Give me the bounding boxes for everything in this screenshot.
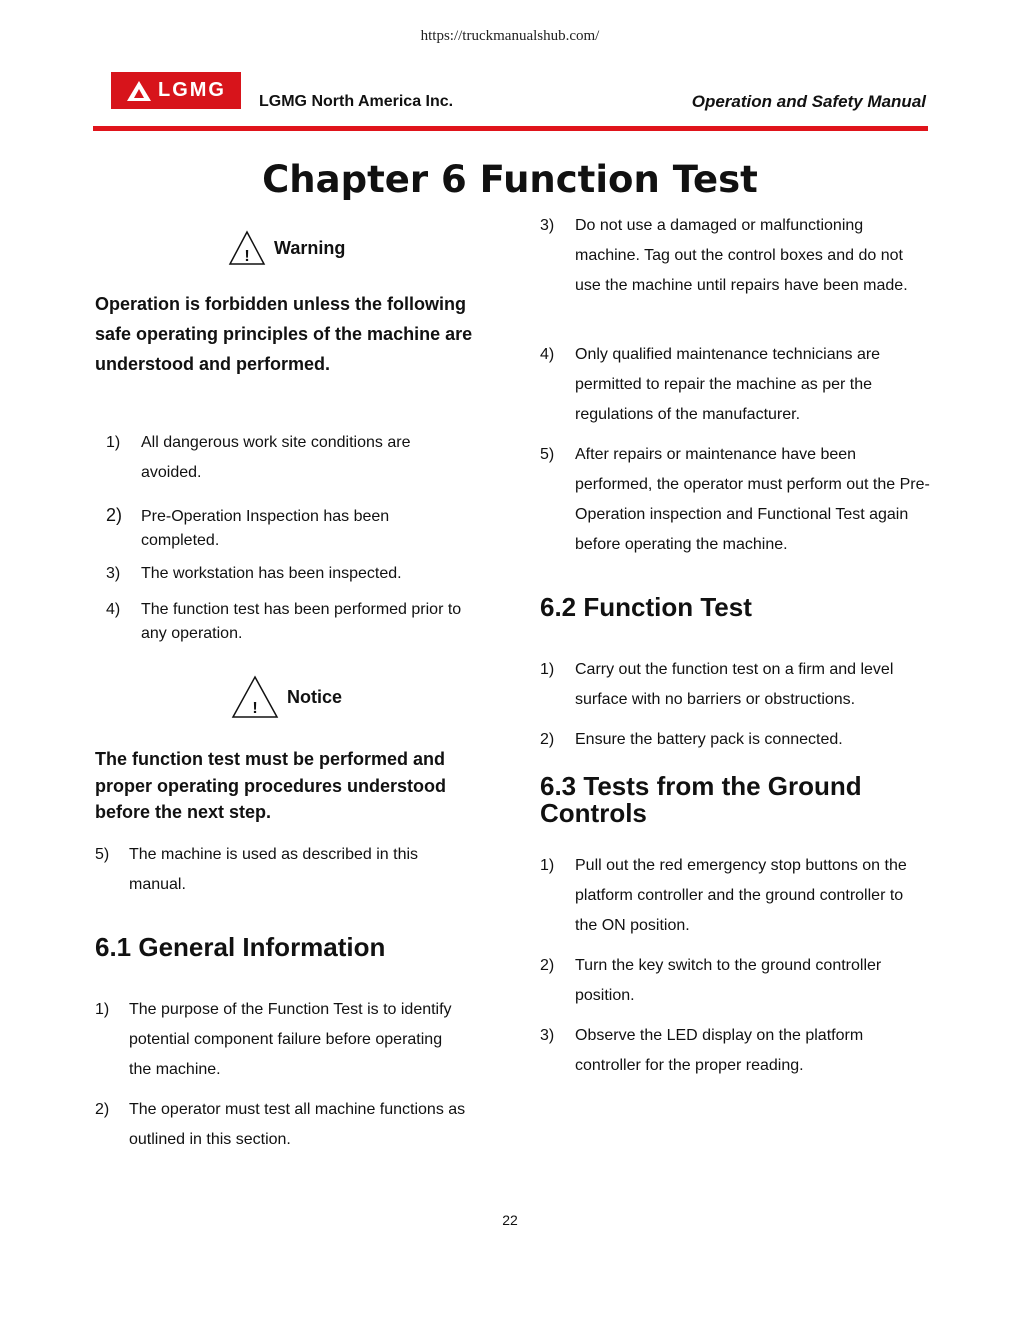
item-text: The purpose of the Function Test is to identify potential component failure before operating the machine. <box>129 1001 452 1078</box>
item-number: 4) <box>106 601 121 618</box>
item-number: 4) <box>540 346 555 363</box>
item-text: The machine is used as described in this manual. <box>129 846 419 893</box>
item-number: 2) <box>540 957 555 974</box>
source-url[interactable]: https://truckmanualshub.com/ <box>420 28 600 44</box>
item-text: Observe the LED display on the platform controller for the proper reading. <box>575 1027 864 1074</box>
item-text: Turn the key switch to the ground controller position. <box>575 957 882 1004</box>
item-number: 3) <box>540 217 555 234</box>
item-number: 3) <box>106 565 121 582</box>
svg-text:!: ! <box>252 700 258 717</box>
warning-label: Warning <box>274 237 346 258</box>
item-text: The workstation has been inspected. <box>141 565 402 582</box>
item-number: 2) <box>106 505 123 525</box>
section-heading-6-2: 6.2 Function Test <box>540 592 752 622</box>
item-text: Only qualified maintenance technicians are permitted to repair the machine as per the regulations of the manufacturer. <box>575 346 881 423</box>
notice-label: Notice <box>287 686 343 707</box>
item-number: 1) <box>95 1001 110 1018</box>
item-text: All dangerous work site conditions are avoided. <box>141 434 411 481</box>
item-text: Ensure the battery pack is connected. <box>575 731 843 748</box>
warning-statement: Operation is forbidden unless the following safe operating principles of the machine are understood and performed. <box>95 294 473 374</box>
svg-text:!: ! <box>244 248 250 265</box>
item-text: The operator must test all machine functions as outlined in this section. <box>129 1101 466 1148</box>
item-number: 2) <box>95 1101 110 1118</box>
item-text: Pre-Operation Inspection has been completed. <box>141 508 390 549</box>
item-text: Pull out the red emergency stop buttons on the platform controller and the ground controller to the ON position. <box>575 857 907 934</box>
item-number: 2) <box>540 731 555 748</box>
item-number: 5) <box>540 446 555 463</box>
item-number: 1) <box>540 661 555 678</box>
item-number: 1) <box>540 857 555 874</box>
item-text: Carry out the function test on a firm and level surface with no barriers or obstructions. <box>575 661 894 708</box>
item-text: After repairs or maintenance have been performed, the operator must perform out the Pre-Operation inspection and Functional Test again before operating the machine. <box>575 446 930 553</box>
logo-text: LGMG <box>158 79 226 101</box>
manual-title: Operation and Safety Manual <box>691 92 926 111</box>
chapter-title: Chapter 6 Function Test <box>262 158 758 201</box>
item-text: The function test has been performed prior to any operation. <box>141 601 462 642</box>
item-text: Do not use a damaged or malfunctioning machine. Tag out the control boxes and do not use the machine until repairs have been made. <box>575 217 908 294</box>
item-number: 1) <box>106 434 121 451</box>
page-number: 22 <box>502 1212 518 1228</box>
section-heading-6-1: 6.1 General Information <box>95 932 386 962</box>
section-heading-6-3: 6.3 Tests from the Ground Controls <box>540 771 862 828</box>
company-name: LGMG North America Inc. <box>259 93 454 110</box>
item-number: 5) <box>95 846 110 863</box>
notice-statement: The function test must be performed and proper operating procedures understood before the next step. <box>95 749 447 822</box>
item-number: 3) <box>540 1027 555 1044</box>
